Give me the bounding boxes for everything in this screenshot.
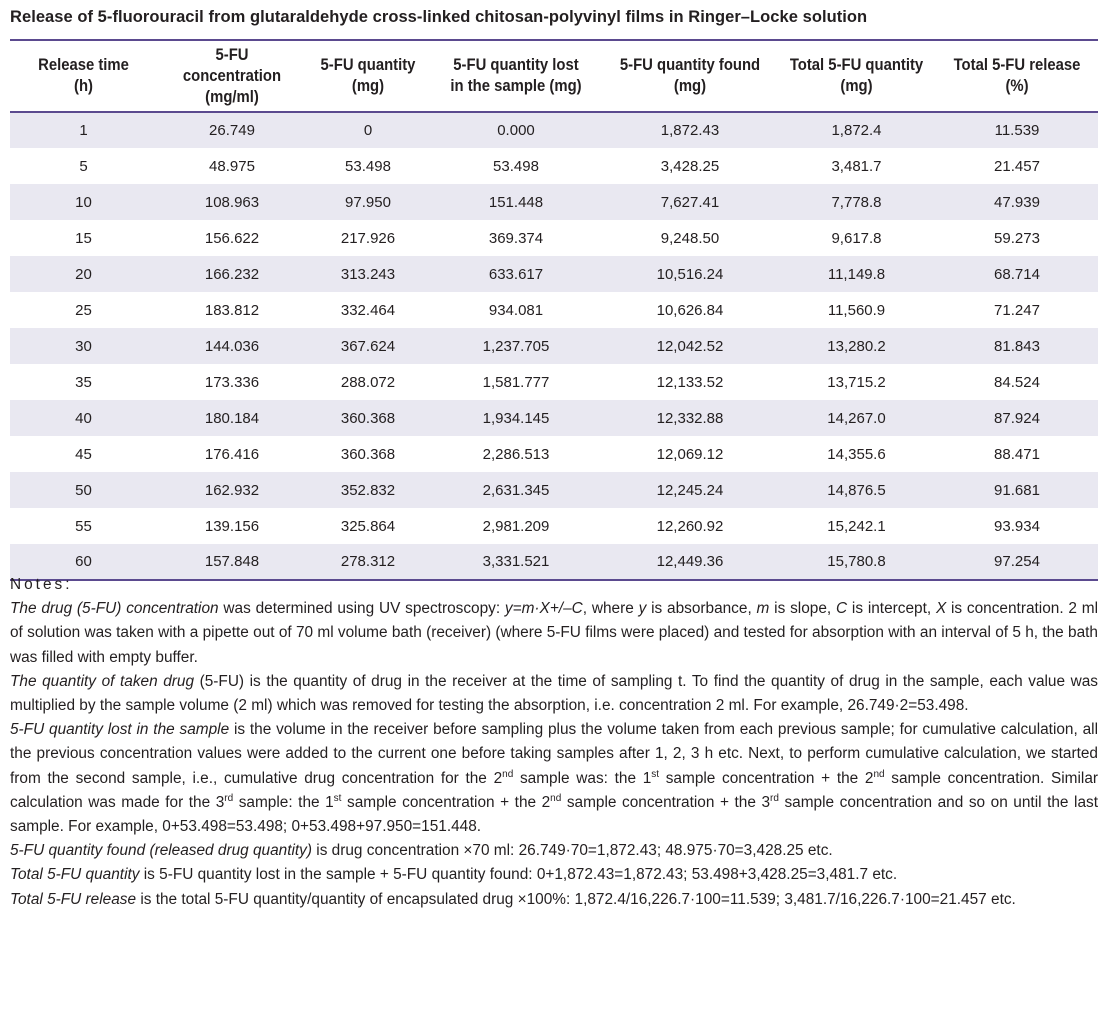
table-body [10,112,1098,580]
cell-release-time: 50 [75,481,92,499]
note-concentration: The drug (5-FU) concentration was determined using UV spectroscopy: y=m·X+/–C, where y is absorbance, m is slope, C is intercept, X is concentration. 2 ml of solution was taken with a pipette out of 70 ml volume bath (receiver) (where 5-FU films were placed) and tested for absorption with an interval of 5 h, the bath was filled with empty buffer. [10,600,1099,666]
cell-quantity-lost: 369.374 [488,229,544,247]
cell-release-time: 40 [75,409,92,427]
table-row [10,292,1098,328]
cell-total-quantity: 3,481.7 [831,157,882,175]
cell-total-release: 68.714 [994,265,1040,283]
cell-quantity: 313.243 [340,265,396,283]
cell-total-release: 71.247 [994,301,1040,319]
cell-release-time: 55 [75,517,92,535]
cell-total-quantity: 11,560.9 [827,301,886,319]
cell-quantity-found: 12,133.52 [656,373,724,391]
note-term: 5-FU quantity found (released drug quantity) [10,842,312,860]
table-row [10,184,1098,220]
table-header [10,40,1098,112]
cell-quantity-found: 12,449.36 [656,553,724,570]
cell-concentration: 26.749 [209,122,255,139]
table-row [10,112,1098,148]
cell-quantity-lost: 1,237.705 [482,337,550,355]
cell-total-quantity: 7,778.8 [831,193,882,211]
cell-release-time: 1 [79,122,88,139]
table-row [10,472,1098,508]
cell-quantity: 325.864 [340,517,396,535]
note-quantity-lost: 5-FU quantity lost in the sample is the volume in the receiver before sampling plus the volume taken from each previous sample; for cumulative calculation, all the previous concentration values were added to the current one before taking samples after 1, 2, 3 h etc. Next, to perform cumulative calculation, we started from the second sample, i.e., cumulative drug concentration for the 2nd sample was: the 1st sample concentration + the 2nd sample concentration. Similar calculation was made for the 3rd sample: the 1st sample concentration + the 2nd sample concentration + the 3rd sample concentration and so on until the last sample. For example, 0+53.498=53.498; 0+53.498+97.950=151.448. [10,721,1099,836]
cell-concentration: 139.156 [204,517,260,535]
cell-total-quantity: 13,715.2 [827,373,886,391]
table-row [10,364,1098,400]
column-header-release-time: Release time (h) [38,56,129,95]
column-header-quantity-found: 5-FU quantity found (mg) [619,56,761,95]
cell-quantity-lost: 2,286.513 [482,445,550,463]
cell-total-release: 59.273 [994,229,1040,247]
column-header-quantity: 5-FU quantity (mg) [320,56,416,95]
cell-quantity: 53.498 [345,157,391,175]
table-row [10,220,1098,256]
cell-concentration: 183.812 [204,301,260,319]
cell-concentration: 156.622 [204,229,260,247]
cell-quantity-found: 3,428.25 [660,157,720,175]
cell-quantity: 217.926 [340,229,396,247]
note-taken-drug: The quantity of taken drug (5-FU) is the quantity of drug in the receiver at the time of sampling t. To find the quantity of drug in the sample, each value was multiplied by the sample volume (2 ml) which was removed for testing the absorption, i.e. concentration 2 ml. For example, 26.749·2=53.498. [10,672,1099,715]
cell-total-release: 47.939 [994,193,1040,211]
note-term: 5-FU quantity lost in the sample [10,721,230,739]
table-title: Release of 5-fluorouracil from glutaraldehyde cross-linked chitosan-polyvinyl films in Ringer–Locke solution [10,8,868,26]
cell-quantity: 367.624 [340,337,396,355]
cell-quantity: 360.368 [340,445,396,463]
table-row [10,436,1098,472]
cell-total-quantity: 1,872.4 [831,122,882,139]
cell-total-release: 93.934 [994,517,1040,535]
cell-total-release: 91.681 [994,481,1040,499]
cell-total-release: 87.924 [994,409,1040,427]
cell-quantity: 288.072 [340,373,396,391]
cell-quantity-found: 12,332.88 [656,409,724,427]
cell-quantity-found: 9,248.50 [660,229,720,247]
notes-label: Notes: [10,576,73,593]
cell-release-time: 10 [75,193,92,211]
cell-concentration: 162.932 [204,481,260,499]
cell-total-quantity: 15,780.8 [827,553,886,570]
cell-release-time: 60 [75,553,92,570]
cell-quantity: 352.832 [340,481,396,499]
cell-total-quantity: 9,617.8 [831,229,882,247]
cell-concentration: 166.232 [204,265,260,283]
cell-quantity-found: 12,069.12 [656,445,724,463]
note-total-release: Total 5-FU release is the total 5-FU quantity/quantity of encapsulated drug ×100%: 1,872.4/16,226.7·100=11.539; 3,481.7/16,226.7·100=21.457 etc. [10,890,1016,908]
cell-concentration: 144.036 [204,337,260,355]
cell-total-release: 84.524 [994,373,1040,391]
cell-quantity-lost: 934.081 [488,301,544,319]
cell-concentration: 48.975 [209,157,255,175]
cell-total-quantity: 13,280.2 [827,337,886,355]
cell-release-time: 20 [75,265,92,283]
cell-quantity: 0 [363,122,373,139]
table-row [10,328,1098,364]
formula: y=m·X+/–C [504,600,583,618]
note-total-quantity: Total 5-FU quantity is 5-FU quantity lost in the sample + 5-FU quantity found: 0+1,872.43=1,872.43; 53.498+3,428.25=3,481.7 etc. [10,866,898,884]
cell-total-quantity: 11,149.8 [827,265,886,283]
cell-release-time: 45 [75,445,92,463]
cell-quantity-found: 1,872.43 [660,122,720,139]
note-quantity-found: 5-FU quantity found (released drug quantity) is drug concentration ×70 ml: 26.749·70=1,872.43; 48.975·70=3,428.25 etc. [10,842,833,860]
note-term: The quantity of taken drug [10,672,195,690]
column-header-concentration: 5-FU concentration (mg/ml) [182,45,282,106]
note-term: Total 5-FU quantity [10,866,140,884]
cell-total-release: 21.457 [994,157,1040,175]
cell-total-release: 97.254 [994,553,1040,570]
cell-total-release: 81.843 [994,337,1040,355]
cell-total-quantity: 15,242.1 [827,517,886,535]
cell-total-quantity: 14,267.0 [827,409,886,427]
table-row [10,148,1098,184]
cell-quantity: 97.950 [345,193,391,211]
cell-total-quantity: 14,876.5 [827,481,886,499]
column-header-quantity-lost: 5-FU quantity lost in the sample (mg) [450,56,582,95]
cell-quantity: 360.368 [340,409,396,427]
table-row [10,256,1098,292]
cell-quantity-lost: 53.498 [493,157,539,175]
cell-quantity-lost: 151.448 [488,193,544,211]
cell-quantity-lost: 2,981.209 [482,517,550,535]
header-row [10,40,1098,112]
data-table [10,39,1098,581]
cell-release-time: 35 [75,373,92,391]
cell-quantity-lost: 0.000 [497,122,535,139]
cell-quantity-found: 12,245.24 [656,481,724,499]
cell-concentration: 157.848 [204,553,260,570]
cell-quantity-found: 10,626.84 [656,301,724,319]
column-header-total-release: Total 5-FU release (%) [953,56,1081,95]
cell-total-release: 88.471 [994,445,1040,463]
note-term: The drug (5-FU) concentration [10,600,219,618]
cell-quantity-lost: 2,631.345 [482,481,550,499]
cell-quantity: 278.312 [340,553,396,570]
cell-concentration: 173.336 [204,373,260,391]
cell-quantity-lost: 3,331.521 [482,553,550,570]
table-notes [10,573,1098,912]
cell-total-release: 11.539 [994,122,1040,139]
cell-concentration: 180.184 [204,409,260,427]
cell-quantity-found: 12,260.92 [656,517,724,535]
cell-quantity-found: 10,516.24 [656,265,724,283]
cell-quantity-found: 7,627.41 [660,193,720,211]
cell-release-time: 15 [75,229,92,247]
table-row [10,508,1098,544]
cell-total-quantity: 14,355.6 [827,445,886,463]
cell-quantity-lost: 1,581.777 [482,373,550,391]
cell-quantity-lost: 633.617 [488,265,544,283]
note-term: Total 5-FU release [10,890,137,908]
cell-quantity: 332.464 [340,301,396,319]
cell-release-time: 25 [75,301,92,319]
cell-release-time: 30 [75,337,92,355]
cell-quantity-found: 12,042.52 [656,337,724,355]
cell-concentration: 176.416 [204,445,260,463]
column-header-total-quantity: Total 5-FU quantity (mg) [789,56,924,95]
cell-quantity-lost: 1,934.145 [482,409,550,427]
cell-concentration: 108.963 [204,193,260,211]
table-row [10,400,1098,436]
cell-release-time: 5 [79,157,88,175]
